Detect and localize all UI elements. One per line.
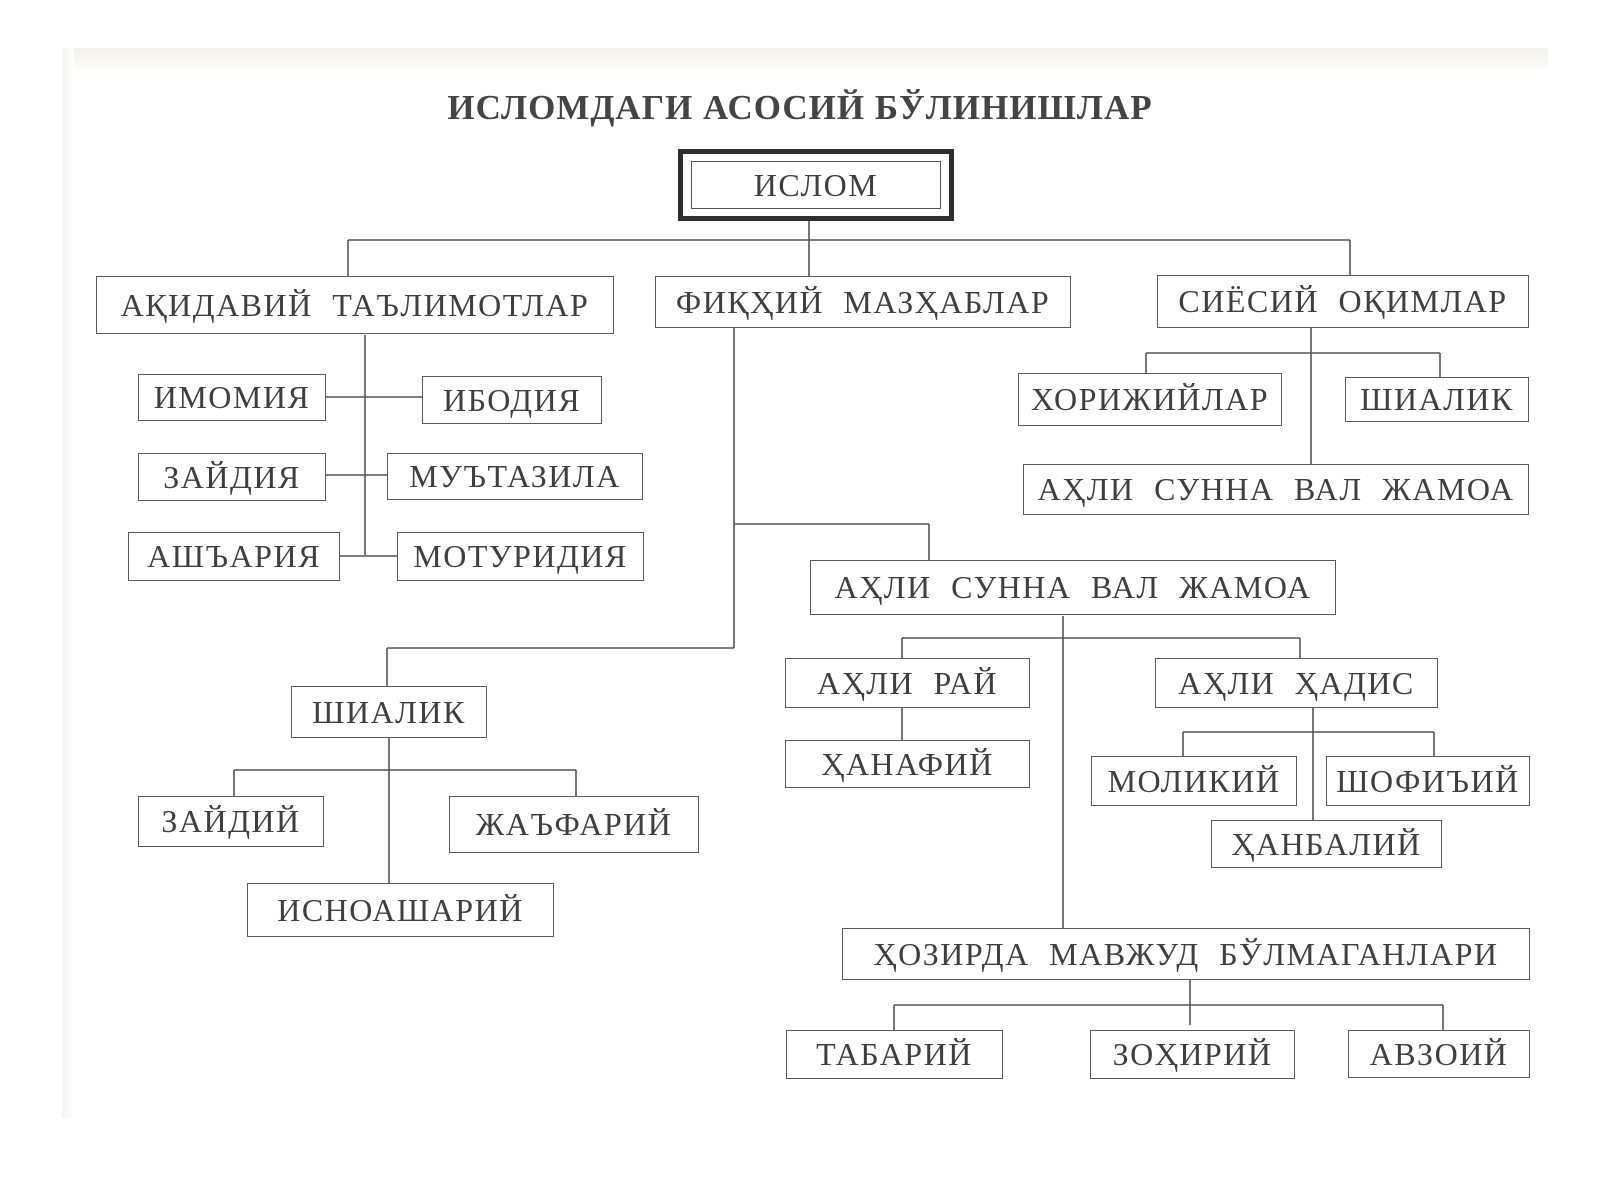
node-jafariy: ЖАЪФАРИЙ: [449, 796, 699, 853]
node-ahli-hadis: АҲЛИ ҲАДИС: [1155, 658, 1438, 708]
node-zaydiya: ЗАЙДИЯ: [138, 453, 326, 501]
node-hanafiy: ҲАНАФИЙ: [785, 740, 1030, 788]
node-avzoiy: АВЗОИЙ: [1348, 1030, 1530, 1078]
node-ashariya: АШЪАРИЯ: [128, 532, 340, 581]
node-zohiriy: ЗОҲИРИЙ: [1090, 1030, 1295, 1079]
node-molikiy: МОЛИКИЙ: [1091, 756, 1297, 806]
node-hanbaliy: ҲАНБАЛИЙ: [1211, 820, 1442, 868]
node-political-movements: СИЁСИЙ ОҚИМЛАР: [1157, 275, 1529, 328]
node-fiqh-shialik: ШИАЛИК: [291, 686, 487, 738]
node-fiqh-ahli-sunna: АҲЛИ СУННА ВАЛ ЖАМОА: [810, 560, 1336, 615]
node-political-ahli-sunna: АҲЛИ СУННА ВАЛ ЖАМОА: [1023, 464, 1529, 515]
node-zaydiy: ЗАЙДИЙ: [138, 796, 324, 847]
node-ahli-ray: АҲЛИ РАЙ: [785, 658, 1030, 708]
node-fiqh-madhhabs: ФИҚҲИЙ МАЗҲАБЛАР: [655, 276, 1071, 328]
node-khorijiylar: ХОРИЖИЙЛАР: [1018, 373, 1282, 426]
node-aqida-teachings: АҚИДАВИЙ ТАЪЛИМОТЛАР: [96, 276, 614, 334]
root-node-islom: ИСЛОМ: [691, 161, 941, 209]
node-imomiya: ИМОМИЯ: [138, 374, 326, 421]
diagram-title: ИСЛОМДАГИ АСОСИЙ БЎЛИНИШЛАР: [447, 88, 1153, 127]
node-shofiiy: ШОФИЪИЙ: [1326, 756, 1530, 806]
node-tabariy: ТАБАРИЙ: [786, 1030, 1003, 1079]
node-extinct-madhhabs: ҲОЗИРДА МАВЖУД БЎЛМАГАНЛАРИ: [842, 928, 1530, 980]
node-isnoashariy: ИСНОАШАРИЙ: [247, 883, 554, 937]
node-political-shialik: ШИАЛИК: [1345, 377, 1529, 422]
root-node-frame: [678, 149, 954, 221]
node-moturidiya: МОТУРИДИЯ: [397, 532, 644, 581]
node-ibodiya: ИБОДИЯ: [422, 376, 602, 424]
node-mutazila: МУЪТАЗИЛА: [387, 453, 643, 500]
